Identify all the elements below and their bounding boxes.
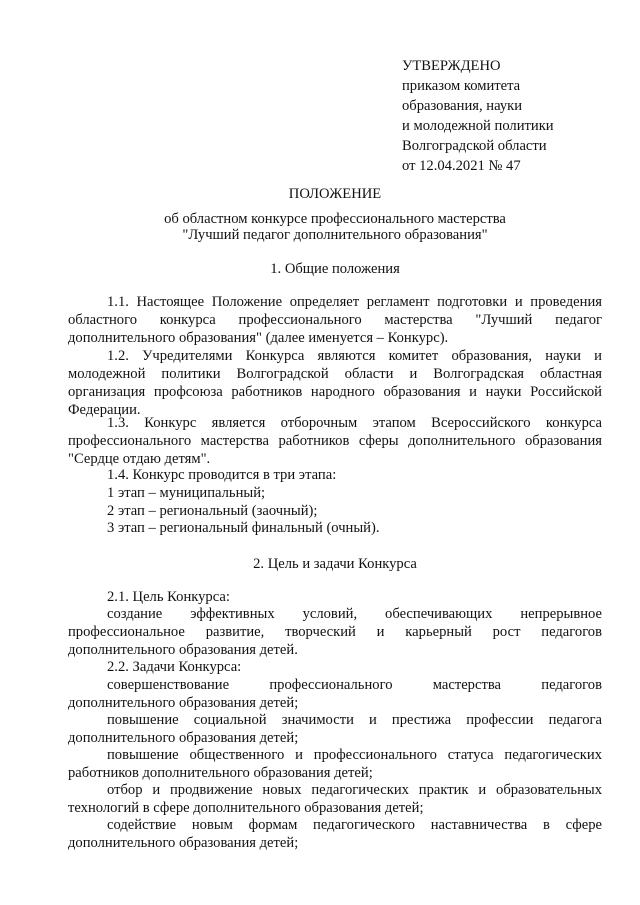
task-item-1: совершенствование профессионального мастерства педагогов дополнительного образования детей;	[68, 677, 602, 711]
approval-line: Волгоградской области	[402, 138, 547, 154]
stage-item-1: 1 этап – муниципальный;	[107, 485, 266, 501]
paragraph-1-4: 1.4. Конкурс проводится в три этапа:	[107, 467, 337, 483]
document-subtitle-line-1: об областном конкурсе профессионального мастерства	[164, 211, 506, 227]
task-item-4: отбор и продвижение новых педагогических практик и образовательных технологий в сфере дополнительного образования детей;	[68, 782, 602, 816]
paragraph-1-1: 1.1. Настоящее Положение определяет регламент подготовки и проведения областного конкурса профессионального мастерства "Лучший педагог дополнительного образования" (далее именуется – Конкурс).	[68, 294, 602, 346]
document-subtitle-line-2: "Лучший педагог дополнительного образования"	[182, 227, 488, 243]
paragraph-1-3: 1.3. Конкурс является отборочным этапом Всероссийского конкурса профессионального мастерства работников сферы дополнительного образования "Сердце отдаю детям".	[68, 415, 602, 467]
paragraph-1-2: 1.2. Учредителями Конкурса являются комитет образования, науки и молодежной политики Волгоградской области и Волгоградская областная организация профсоюза работников народного образования и науки Российской Федерации.	[68, 348, 602, 418]
approval-line: приказом комитета	[402, 78, 521, 94]
approval-line: и молодежной политики	[402, 118, 554, 134]
paragraph-2-2: 2.2. Задачи Конкурса:	[107, 659, 242, 675]
approval-line: от 12.04.2021 № 47	[402, 158, 521, 174]
task-item-2: повышение социальной значимости и престижа профессии педагога дополнительного образования детей;	[68, 712, 602, 746]
task-item-3: повышение общественного и профессионального статуса педагогических работников дополнительного образования детей;	[68, 747, 602, 781]
paragraph-2-1: 2.1. Цель Конкурса:	[107, 589, 230, 605]
goal-text: создание эффективных условий, обеспечивающих непрерывное профессиональное развитие, творческий и карьерный рост педагогов дополнительного образования детей.	[68, 606, 602, 658]
approval-line: образования, науки	[402, 98, 523, 114]
section-2-heading: 2. Цель и задачи Конкурса	[253, 556, 417, 572]
document-title: ПОЛОЖЕНИЕ	[288, 186, 382, 202]
approval-line: УТВЕРЖДЕНО	[402, 58, 501, 74]
task-item-5: содействие новым формам педагогического наставничества в сфере дополнительного образования детей;	[68, 817, 602, 851]
approval-stamp	[402, 56, 622, 176]
section-1-heading: 1. Общие положения	[270, 261, 400, 277]
stage-item-2: 2 этап – региональный (заочный);	[107, 503, 318, 519]
stage-item-3: 3 этап – региональный финальный (очный).	[107, 520, 380, 536]
